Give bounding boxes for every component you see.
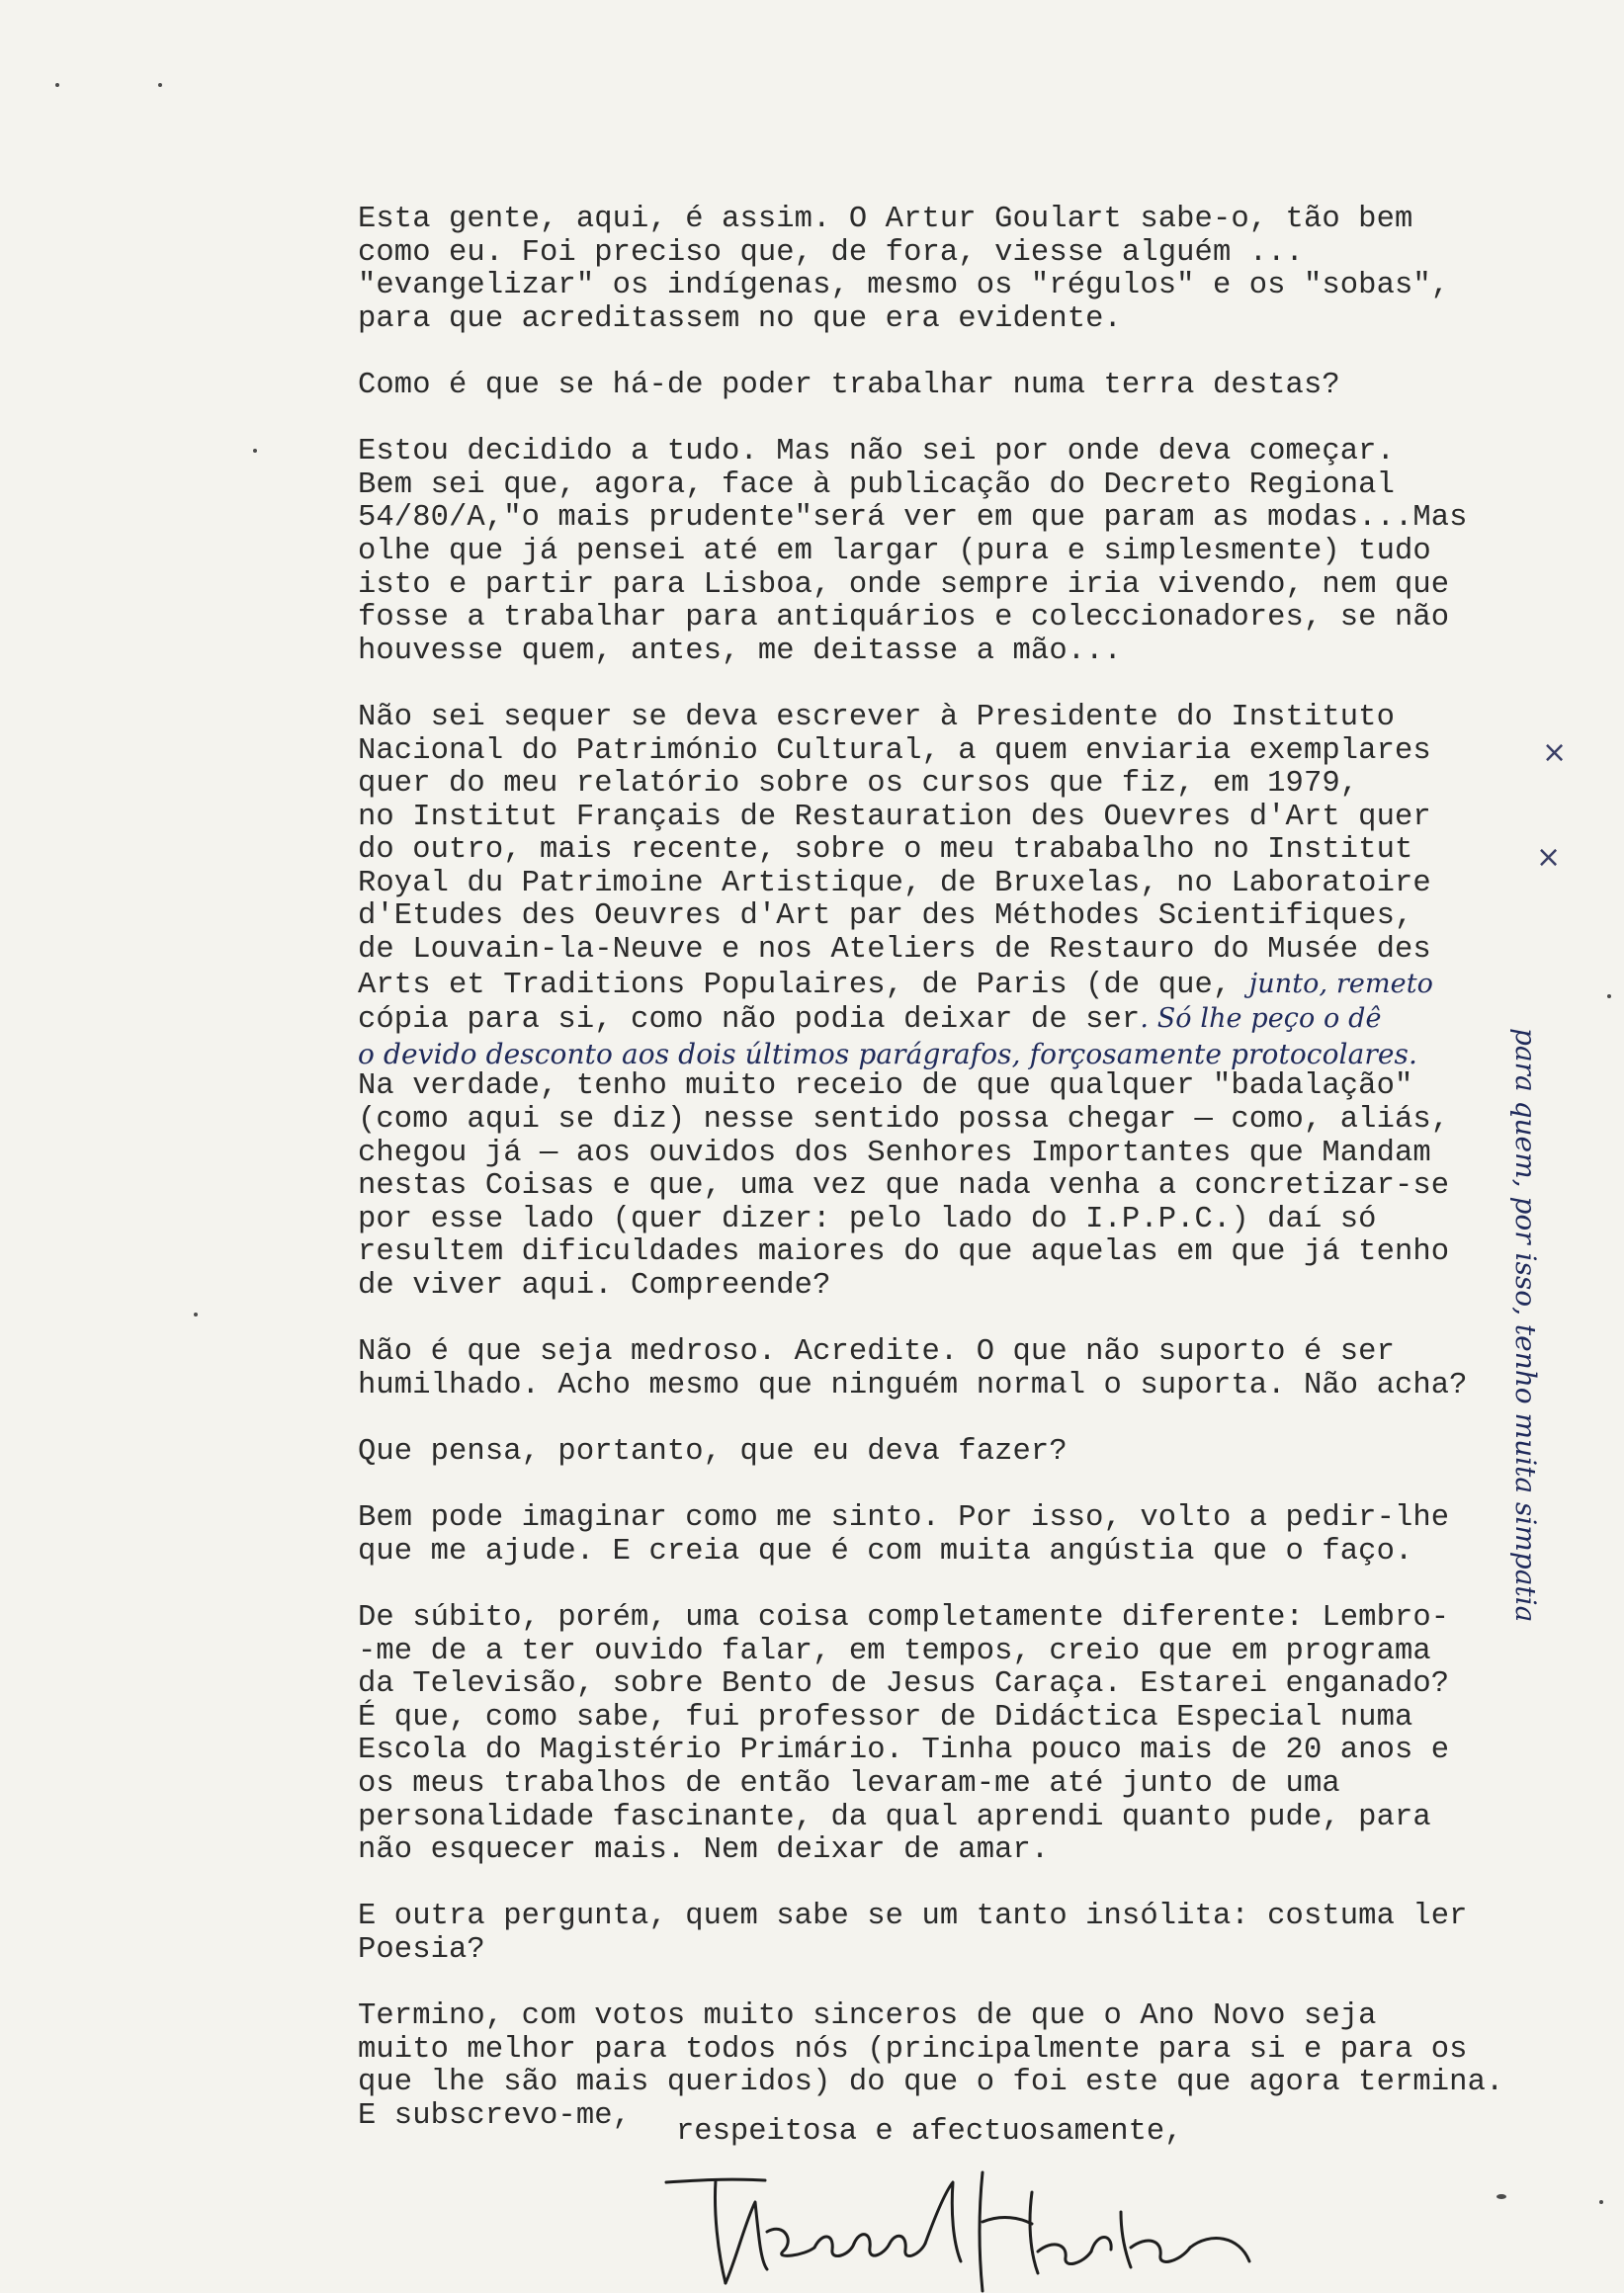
paragraph-6 [358,1436,1583,1470]
paper-speck [1496,2194,1506,2199]
text-line: resultem dificuldades maiores do que aquelas em que já tenho [358,1235,1450,1270]
text-line: para que acreditassem no que era evidente. [358,301,1122,336]
text-line: de Louvain-la-Neuve e nos Ateliers de Restauro do Musée des [358,933,1431,968]
text-line: isto e partir para Lisboa, onde sempre iria vivendo, nem que [358,567,1450,602]
paragraph-9 [358,1901,1583,1967]
text-line: não esquecer mais. Nem deixar de amar. [358,1833,1050,1868]
text-line: Escola do Magistério Primário. Tinha pouco mais de 20 anos e [358,1734,1450,1768]
text-line: fosse a trabalhar para antiquários e coleccionadores, se não [358,601,1450,636]
paragraph-3 [358,436,1583,668]
text-line: de viver aqui. Compreende? [358,1269,831,1303]
text-line: como eu. Foi preciso que, de fora, viesse alguém ... [358,235,1304,270]
text-line: que lhe são mais queridos) do que o foi este que agora termina. [358,2066,1504,2100]
handwritten-margin-note: para quem, por isso, tenho muita simpatia [1509,1028,1542,1623]
text-line-with-insert [358,1002,1583,1038]
text-line: Esta gente, aqui, é assim. O Artur Goulart sabe-o, tão bem [358,203,1413,236]
handwritten-insert: junto, remeto [1248,968,1434,999]
paper-speck [158,83,162,87]
handwritten-signature [656,2153,1269,2293]
text-line: no Institut Français de Restauration des Ouevres d'Art quer [358,800,1431,834]
text-line-with-insert [358,968,1583,1003]
text-line: que me ajude. E creia que é com muita angústia que o faço. [358,1534,1413,1569]
text-line: É que, como sabe, fui professor de Didáctica Especial numa [358,1700,1413,1735]
text-line: Nacional do Património Cultural, a quem enviaria exemplares [358,733,1431,768]
text-line: houvesse quem, antes, me deitasse a mão... [358,634,1122,668]
text-line: Não sei sequer se deva escrever à Presidente do Instituto [358,700,1395,734]
text-line: (como aqui se diz) nesse sentido possa chegar — como, aliás, [358,1103,1450,1138]
text-line: "evangelizar" os indígenas, mesmo os "régulos" e os "sobas", [358,269,1450,303]
paragraph-8 [358,1602,1583,1868]
text-line: Poesia? [358,1932,485,1967]
handwritten-insert: . Só lhe peço o dê [1140,1003,1382,1035]
paragraph-5 [358,1336,1583,1402]
text-line: E outra pergunta, quem sabe se um tanto insólita: costuma ler [358,1900,1468,1934]
text-line: humilhado. Acho mesmo que ninguém normal o suporta. Não acha? [358,1368,1468,1402]
text-line: Não é que seja medroso. Acredite. O que não suporto é ser [358,1335,1395,1370]
paper-speck [194,1313,198,1316]
text-line: chegou já — aos ouvidos dos Senhores Importantes que Mandam [358,1136,1431,1170]
text-line: 54/80/A,"o mais prudente"será ver em que param as modas...Mas [358,501,1468,536]
text-line: personalidade fascinante, da qual aprendi quanto pude, para [358,1800,1431,1834]
text-line: Como é que se há-de poder trabalhar numa terra destas? [358,368,1340,402]
paragraph-7 [358,1502,1583,1569]
text-line: nestas Coisas e que, uma vez que nada venha a concretizar-se [358,1169,1450,1204]
text-line: muito melhor para todos nós (principalmente para si e para os [358,2032,1468,2067]
letter-body [358,204,1583,2166]
text-line: Royal du Patrimoine Artistique, de Bruxelas, no Laboratoire [358,866,1431,900]
text-line: Bem pode imaginar como me sinto. Por isso, volto a pedir-lhe [358,1501,1450,1536]
paper-speck [1607,994,1611,998]
text-line: os meus trabalhos de então levaram-me até junto de uma [358,1766,1340,1801]
paragraph-4 [358,702,1583,1304]
text-line: -me de a ter ouvido falar, em tempos, creio que em programa [358,1634,1431,1668]
paper-speck [1599,2200,1603,2204]
paper-speck [55,83,59,87]
text-line: quer do meu relatório sobre os cursos que fiz, em 1979, [358,767,1359,802]
text-line: E subscrevo-me, [358,2098,632,2133]
paragraph-1 [358,204,1583,336]
typed-fragment: cópia para si, como não podia deixar de ser [358,1003,1141,1038]
handwritten-line: o devido desconto aos dois últimos parágrafos, forçosamente protocolares. [358,1037,1418,1070]
typed-fragment: Arts et Traditions Populaires, de Paris (de que, [358,968,1232,1002]
paragraph-10 [358,2000,1583,2133]
text-line: Na verdade, tenho muito receio de que qualquer "badalação" [358,1069,1413,1104]
margin-cross-mark: × [1536,840,1562,875]
closing-salutation: respeitosa e afectuosamente, [676,2115,1183,2149]
text-line: do outro, mais recente, sobre o meu trababalho no Institut [358,833,1413,868]
text-line: Estou decidido a tudo. Mas não sei por onde deva começar. [358,435,1395,469]
text-line: d'Etudes des Oeuvres d'Art par des Méthodes Scientifiques, [358,899,1413,934]
text-line: Que pensa, portanto, que eu deva fazer? [358,1434,1068,1469]
text-line: De súbito, porém, uma coisa completamente diferente: Lembro- [358,1600,1450,1635]
paragraph-2 [358,370,1583,403]
text-line: por esse lado (quer dizer: pelo lado do I.P.P.C.) daí só [358,1202,1377,1236]
margin-cross-mark: × [1542,735,1568,770]
text-line: Bem sei que, agora, face à publicação do Decreto Regional [358,467,1395,502]
paper-speck [253,449,257,453]
text-line: olhe que já pensei até em largar (pura e simplesmente) tudo [358,534,1431,568]
text-line: da Televisão, sobre Bento de Jesus Caraça. Estarei enganado? [358,1667,1450,1702]
text-line: Termino, com votos muito sinceros de que o Ano Novo seja [358,1999,1377,2034]
